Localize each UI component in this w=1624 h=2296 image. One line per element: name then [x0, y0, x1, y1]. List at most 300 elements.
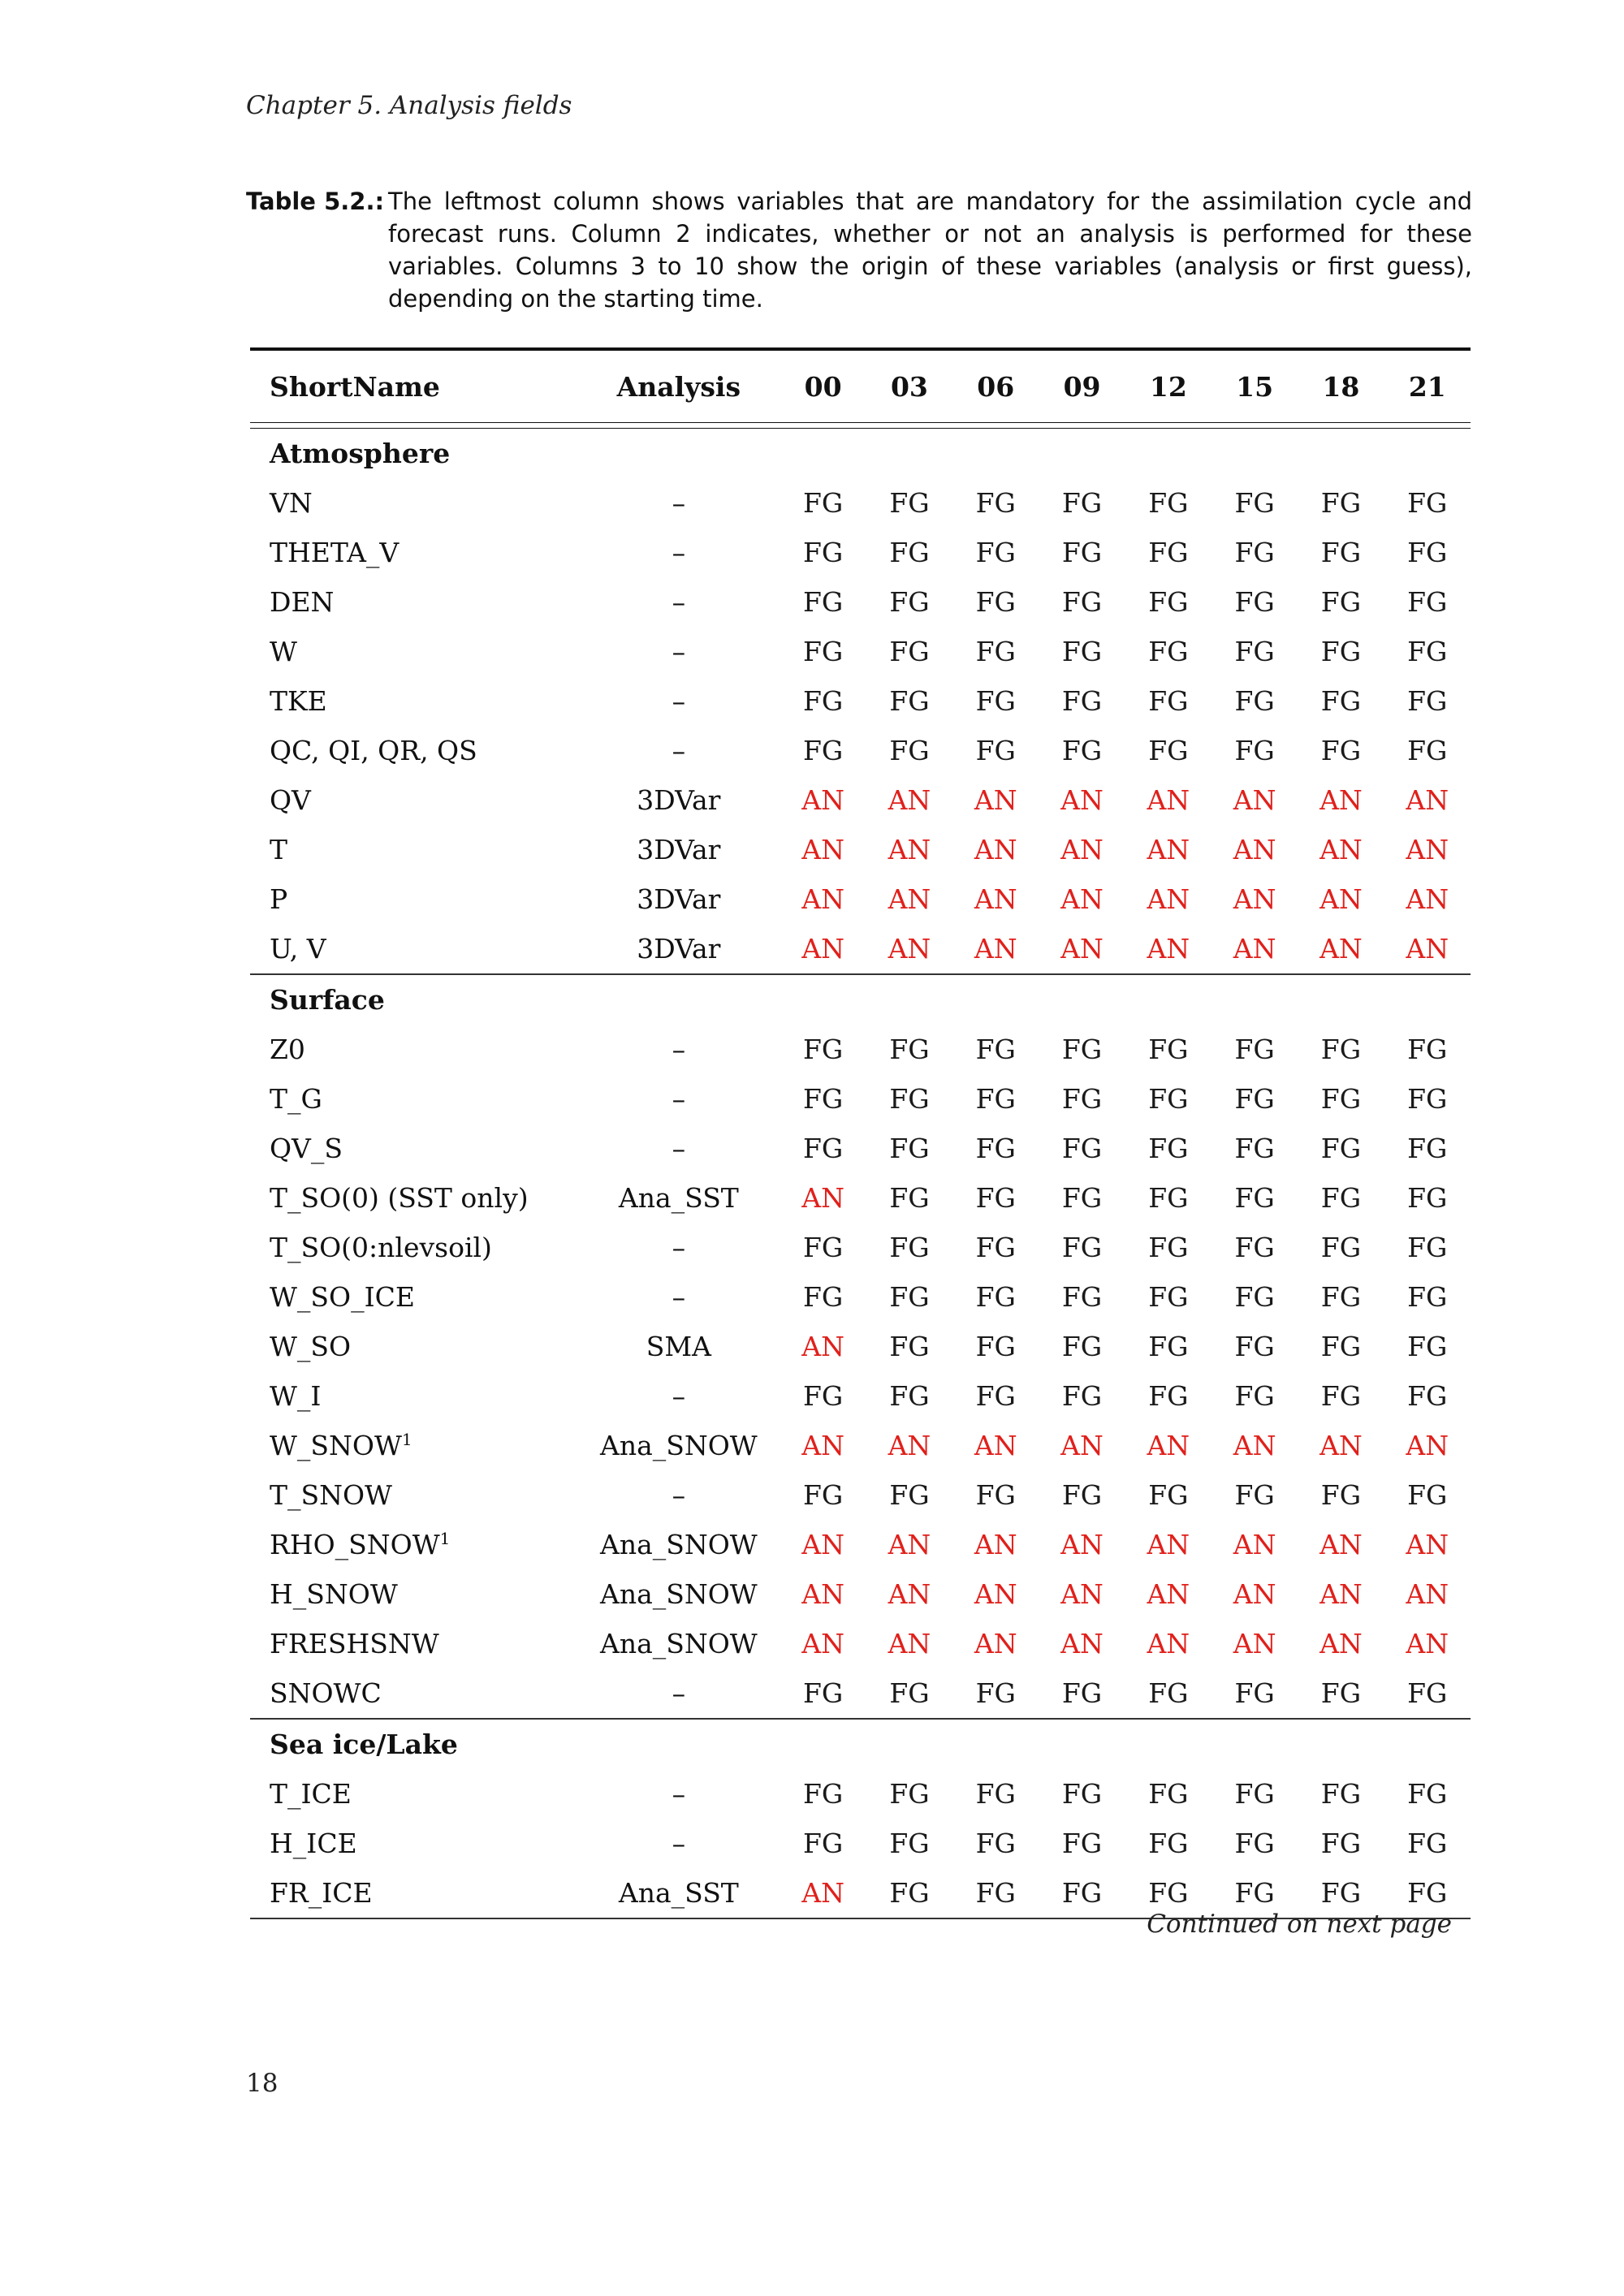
origin-cell: FG	[1039, 1668, 1125, 1719]
origin-cell: AN	[1212, 924, 1298, 974]
origin-cell: AN	[1060, 784, 1104, 816]
origin-cell: AN	[888, 1578, 931, 1610]
analysis-method: Ana_SNOW	[600, 1430, 758, 1461]
origin-cell: FG	[1234, 1034, 1275, 1065]
origin-cell: FG	[1407, 1232, 1448, 1263]
page-number: 18	[246, 2069, 279, 2098]
origin-cell: AN	[888, 1430, 931, 1461]
analysis-method: 3DVar	[577, 924, 780, 974]
variable-name	[250, 1769, 577, 1819]
origin-cell: FG	[1148, 685, 1189, 717]
origin-cell: AN	[974, 834, 1017, 865]
origin-cell: FG	[1407, 735, 1448, 766]
origin-cell: FG	[1061, 1331, 1103, 1362]
header-shortname: ShortName	[250, 349, 577, 423]
origin-cell: FG	[803, 1133, 844, 1164]
origin-cell: FG	[1148, 1331, 1189, 1362]
header-hour: 03	[866, 349, 952, 423]
origin-cell: AN	[1147, 1628, 1190, 1659]
origin-cell: AN	[1298, 924, 1384, 974]
origin-cell: FG	[1320, 1331, 1362, 1362]
origin-cell: FG	[1125, 1868, 1212, 1918]
origin-cell: AN	[1320, 1578, 1363, 1610]
origin-cell: FG	[1148, 1778, 1189, 1810]
origin-cell: FG	[889, 586, 930, 618]
origin-cell: FG	[1234, 1380, 1275, 1412]
origin-cell: FG	[1234, 1182, 1275, 1214]
origin-cell: FG	[803, 1281, 844, 1313]
origin-cell: FG	[1320, 1380, 1362, 1412]
origin-cell: FG	[1407, 1331, 1448, 1362]
origin-cell: FG	[1407, 1083, 1448, 1115]
origin-cell: FG	[803, 586, 844, 618]
origin-cell: FG	[866, 1668, 952, 1719]
table-row	[250, 924, 1471, 974]
variable-name	[250, 1569, 577, 1619]
variable-name-text: W_SO	[270, 1331, 352, 1362]
origin-cell: FG	[803, 1034, 844, 1065]
origin-cell: FG	[1148, 1083, 1189, 1115]
variable-name-text: W_I	[270, 1380, 322, 1412]
origin-cell: FG	[975, 1133, 1016, 1164]
variable-name	[250, 577, 577, 627]
analysis-method: –	[672, 1479, 686, 1511]
origin-cell: AN	[1406, 1529, 1449, 1560]
origin-cell: FG	[1407, 537, 1448, 568]
origin-cell: FG	[1212, 1668, 1298, 1719]
origin-cell: AN	[974, 1628, 1017, 1659]
variable-name-text: H_SNOW	[270, 1578, 398, 1610]
origin-cell: AN	[801, 883, 844, 915]
origin-cell: FG	[1061, 1778, 1103, 1810]
caption-text: The leftmost column shows variables that are mandatory for the assimilation cycle and forecast runs. Column 2 indicates, whether or not an analysis is performed for these variables. Columns 3 to 10 show the origin of these variables (analysis or first guess), depending on the starting time.	[388, 188, 1472, 313]
origin-cell: FG	[889, 636, 930, 667]
origin-cell: AN	[974, 883, 1017, 915]
table-row	[250, 528, 1471, 577]
origin-cell: FG	[1320, 1479, 1362, 1511]
origin-cell: AN	[1233, 883, 1276, 915]
origin-cell: AN	[780, 924, 866, 974]
origin-cell: FG	[1298, 1868, 1384, 1918]
origin-cell: FG	[1407, 1778, 1448, 1810]
origin-cell: AN	[1060, 1628, 1104, 1659]
variable-name-text: P	[270, 883, 288, 915]
origin-cell: AN	[888, 784, 931, 816]
variable-name-text: T_G	[270, 1083, 322, 1115]
analysis-method: –	[672, 1232, 686, 1263]
origin-cell: FG	[780, 1668, 866, 1719]
variable-name	[250, 1173, 577, 1223]
origin-cell: FG	[889, 537, 930, 568]
variable-name-text: W	[270, 636, 297, 667]
origin-cell: AN	[974, 1430, 1017, 1461]
variable-name	[250, 1819, 577, 1868]
origin-cell: FG	[975, 1182, 1016, 1214]
analysis-method: –	[672, 1083, 686, 1115]
origin-cell: FG	[975, 1034, 1016, 1065]
variable-name	[250, 1371, 577, 1421]
origin-cell: FG	[1407, 1034, 1448, 1065]
origin-cell: AN	[952, 924, 1039, 974]
origin-cell: FG	[975, 636, 1016, 667]
origin-cell: FG	[1148, 586, 1189, 618]
analysis-method: –	[672, 685, 686, 717]
origin-cell: AN	[888, 1628, 931, 1659]
origin-cell: FG	[1320, 1232, 1362, 1263]
variable-name	[250, 478, 577, 528]
origin-cell: FG	[1148, 1479, 1189, 1511]
analysis-method: –	[672, 636, 686, 667]
origin-cell: FG	[1234, 1232, 1275, 1263]
origin-cell: FG	[1061, 1828, 1103, 1859]
analysis-fields-table	[250, 347, 1471, 1919]
origin-cell: FG	[889, 1380, 930, 1412]
origin-cell: AN	[1233, 1578, 1276, 1610]
origin-cell: FG	[1298, 1668, 1384, 1719]
origin-cell: FG	[1234, 735, 1275, 766]
header-hour: 18	[1298, 349, 1384, 423]
origin-cell: AN	[1147, 784, 1190, 816]
origin-cell: FG	[975, 586, 1016, 618]
origin-cell: FG	[952, 1868, 1039, 1918]
variable-name-text: RHO_SNOW	[270, 1529, 440, 1560]
origin-cell: FG	[1212, 1868, 1298, 1918]
origin-cell: FG	[889, 1083, 930, 1115]
origin-cell: FG	[1148, 1182, 1189, 1214]
origin-cell: FG	[803, 735, 844, 766]
origin-cell: FG	[1320, 1133, 1362, 1164]
analysis-method: –	[672, 1380, 686, 1412]
origin-cell: FG	[1061, 586, 1103, 618]
variable-name-text: T	[270, 834, 288, 865]
table-row	[250, 676, 1471, 726]
table-row	[250, 478, 1471, 528]
analysis-method: 3DVar	[637, 834, 721, 865]
origin-cell: FG	[866, 1868, 952, 1918]
caption-label: Table 5.2.:	[246, 188, 385, 215]
variable-name	[250, 1223, 577, 1272]
analysis-method: –	[672, 1828, 686, 1859]
origin-cell: FG	[1320, 685, 1362, 717]
origin-cell: FG	[889, 685, 930, 717]
origin-cell: FG	[1320, 1083, 1362, 1115]
table-row	[250, 874, 1471, 924]
analysis-method: Ana_SNOW	[600, 1628, 758, 1659]
origin-cell: AN	[1147, 1529, 1190, 1560]
origin-cell: FG	[1148, 1281, 1189, 1313]
analysis-method: SMA	[646, 1331, 711, 1362]
origin-cell: FG	[1039, 1868, 1125, 1918]
header-analysis: Analysis	[577, 349, 780, 423]
variable-name-text: Z0	[270, 1034, 305, 1065]
origin-cell: FG	[1148, 636, 1189, 667]
origin-cell: AN	[1320, 834, 1363, 865]
origin-cell: AN	[1320, 784, 1363, 816]
origin-cell: AN	[1406, 1430, 1449, 1461]
origin-cell: FG	[1148, 1232, 1189, 1263]
origin-cell: FG	[1407, 1479, 1448, 1511]
origin-cell: AN	[801, 784, 844, 816]
table-row	[250, 577, 1471, 627]
analysis-method: –	[672, 487, 686, 519]
section-title: Sea ice/Lake	[270, 1728, 458, 1760]
analysis-method: 3DVar	[637, 784, 721, 816]
variable-name	[250, 528, 577, 577]
table-row	[250, 1769, 1471, 1819]
table-row	[250, 1819, 1471, 1868]
origin-cell: AN	[974, 1578, 1017, 1610]
origin-cell: FG	[1407, 1828, 1448, 1859]
table-caption	[246, 185, 1472, 315]
origin-cell: FG	[889, 1034, 930, 1065]
section-title: Surface	[270, 984, 385, 1016]
origin-cell: AN	[888, 883, 931, 915]
origin-cell: AN	[866, 924, 952, 974]
table-body	[250, 429, 1471, 1919]
variable-name-text: FRESHSNW	[270, 1628, 439, 1659]
header-hour: 06	[952, 349, 1039, 423]
section-title: Atmosphere	[270, 438, 451, 469]
origin-cell: FG	[1061, 1083, 1103, 1115]
origin-cell: FG	[803, 636, 844, 667]
origin-cell: AN	[1384, 924, 1471, 974]
variable-name	[250, 924, 577, 974]
origin-cell: FG	[1061, 487, 1103, 519]
table-row	[250, 1322, 1471, 1371]
table-row	[250, 1025, 1471, 1074]
origin-cell: FG	[1407, 586, 1448, 618]
origin-cell: AN	[1060, 1430, 1104, 1461]
origin-cell: FG	[1384, 1868, 1471, 1918]
origin-cell: FG	[1320, 1828, 1362, 1859]
origin-cell: AN	[1233, 784, 1276, 816]
footnote-marker: 1	[439, 1529, 451, 1548]
analysis-method: –	[672, 1281, 686, 1313]
variable-name-text: W_SNOW	[270, 1430, 402, 1461]
origin-cell: AN	[780, 1868, 866, 1918]
variable-name-text: T_SO(0) (SST only)	[270, 1182, 529, 1214]
origin-cell: AN	[1233, 1430, 1276, 1461]
origin-cell: FG	[1061, 1232, 1103, 1263]
origin-cell: FG	[1407, 487, 1448, 519]
origin-cell: AN	[1060, 883, 1104, 915]
origin-cell: AN	[1406, 883, 1449, 915]
origin-cell: FG	[975, 1331, 1016, 1362]
origin-cell: AN	[1147, 1430, 1190, 1461]
origin-cell: AN	[1320, 1430, 1363, 1461]
origin-cell: FG	[1061, 1479, 1103, 1511]
analysis-method: Ana_SST	[577, 1868, 780, 1918]
origin-cell: FG	[803, 1380, 844, 1412]
analysis-method: Ana_SNOW	[600, 1529, 758, 1560]
origin-cell: AN	[974, 1529, 1017, 1560]
footnote-marker: 1	[401, 1430, 412, 1449]
section-row	[250, 1719, 1471, 1769]
origin-cell: FG	[1320, 1281, 1362, 1313]
origin-cell: AN	[1125, 924, 1212, 974]
continued-note: Continued on next page	[1147, 1910, 1452, 1939]
origin-cell: AN	[1406, 834, 1449, 865]
table-row	[250, 1470, 1471, 1520]
table-row	[250, 775, 1471, 825]
origin-cell: FG	[1234, 586, 1275, 618]
origin-cell: FG	[975, 1380, 1016, 1412]
origin-cell: AN	[1233, 1628, 1276, 1659]
header-hour: 21	[1384, 349, 1471, 423]
variable-name	[250, 627, 577, 676]
origin-cell: FG	[975, 487, 1016, 519]
table-row	[250, 1569, 1471, 1619]
origin-cell: FG	[803, 685, 844, 717]
origin-cell: FG	[1320, 1182, 1362, 1214]
variable-name	[250, 825, 577, 874]
origin-cell: AN	[974, 784, 1017, 816]
origin-cell: FG	[803, 1232, 844, 1263]
origin-cell: FG	[1148, 487, 1189, 519]
variable-name-text: THETA_V	[270, 537, 400, 568]
origin-cell: FG	[1407, 685, 1448, 717]
variable-name	[250, 1421, 577, 1470]
variable-name	[250, 1322, 577, 1371]
origin-cell: FG	[1407, 1281, 1448, 1313]
origin-cell: AN	[801, 1430, 844, 1461]
table-row	[250, 1124, 1471, 1173]
origin-cell: AN	[801, 834, 844, 865]
section-row	[250, 974, 1471, 1025]
analysis-method: –	[672, 586, 686, 618]
variable-name-text: QV_S	[270, 1133, 343, 1164]
variable-name	[250, 1619, 577, 1668]
origin-cell: FG	[803, 487, 844, 519]
origin-cell: AN	[1406, 1578, 1449, 1610]
variable-name-text: H_ICE	[270, 1828, 357, 1859]
variable-name	[250, 676, 577, 726]
origin-cell: FG	[889, 1828, 930, 1859]
table-row	[250, 1619, 1471, 1668]
origin-cell: FG	[975, 537, 1016, 568]
variable-name	[250, 1668, 577, 1719]
origin-cell: FG	[889, 735, 930, 766]
origin-cell: AN	[801, 1628, 844, 1659]
origin-cell: FG	[889, 487, 930, 519]
origin-cell: FG	[803, 537, 844, 568]
origin-cell: FG	[975, 1083, 1016, 1115]
origin-cell: FG	[1234, 636, 1275, 667]
origin-cell: FG	[1320, 636, 1362, 667]
table-row	[250, 1173, 1471, 1223]
origin-cell: FG	[1061, 636, 1103, 667]
variable-name-text: TKE	[270, 685, 327, 717]
origin-cell: AN	[1406, 784, 1449, 816]
variable-name-text: T_SO(0:nlevsoil)	[270, 1232, 492, 1263]
origin-cell: FG	[1148, 537, 1189, 568]
variable-name-text: T_ICE	[270, 1778, 352, 1810]
origin-cell: AN	[1320, 1628, 1363, 1659]
table-header-row	[250, 349, 1471, 423]
table-row	[250, 1371, 1471, 1421]
origin-cell: AN	[1147, 1578, 1190, 1610]
analysis-method: –	[672, 1778, 686, 1810]
variable-name-text: SNOWC	[270, 1677, 382, 1709]
table-row	[250, 627, 1471, 676]
variable-name-text: DEN	[270, 586, 335, 618]
origin-cell: FG	[1061, 1281, 1103, 1313]
origin-cell: FG	[889, 1182, 930, 1214]
section-row	[250, 429, 1471, 479]
origin-cell: FG	[975, 1281, 1016, 1313]
origin-cell: FG	[1061, 537, 1103, 568]
origin-cell: AN	[1233, 1529, 1276, 1560]
variable-name	[250, 1868, 577, 1918]
origin-cell: AN	[1406, 1628, 1449, 1659]
variable-name-text: FR_ICE	[270, 1877, 373, 1909]
analysis-method: –	[672, 1133, 686, 1164]
origin-cell: FG	[1061, 1034, 1103, 1065]
header-hour: 00	[780, 349, 866, 423]
origin-cell: FG	[1125, 1668, 1212, 1719]
variable-name-text: QC, QI, QR, QS	[270, 735, 477, 766]
origin-cell: AN	[1147, 834, 1190, 865]
variable-name	[250, 1074, 577, 1124]
origin-cell: FG	[1148, 1380, 1189, 1412]
origin-cell: AN	[801, 1182, 844, 1214]
origin-cell: AN	[1320, 1529, 1363, 1560]
origin-cell: FG	[975, 1479, 1016, 1511]
origin-cell: AN	[801, 1331, 844, 1362]
variable-name-text: U, V	[270, 933, 326, 965]
origin-cell: AN	[888, 1529, 931, 1560]
analysis-method: –	[672, 537, 686, 568]
origin-cell: FG	[1061, 1182, 1103, 1214]
origin-cell: FG	[1320, 1778, 1362, 1810]
origin-cell: FG	[975, 1828, 1016, 1859]
origin-cell: FG	[975, 685, 1016, 717]
origin-cell: AN	[1060, 834, 1104, 865]
origin-cell: FG	[1061, 1133, 1103, 1164]
origin-cell: FG	[889, 1331, 930, 1362]
variable-name-text: QV	[270, 784, 311, 816]
analysis-method: Ana_SST	[618, 1182, 739, 1214]
origin-cell: FG	[975, 1232, 1016, 1263]
origin-cell: FG	[1234, 487, 1275, 519]
variable-name	[250, 1124, 577, 1173]
variable-name	[250, 874, 577, 924]
origin-cell: FG	[1320, 1034, 1362, 1065]
origin-cell: FG	[1148, 735, 1189, 766]
variable-name-text: VN	[270, 487, 313, 519]
table-row	[250, 1074, 1471, 1124]
table-row	[250, 1520, 1471, 1569]
origin-cell: FG	[803, 1828, 844, 1859]
origin-cell: FG	[889, 1133, 930, 1164]
origin-cell: AN	[1039, 924, 1125, 974]
origin-cell: AN	[801, 1529, 844, 1560]
origin-cell: FG	[1148, 1034, 1189, 1065]
origin-cell: FG	[1407, 1133, 1448, 1164]
analysis-method: Ana_SNOW	[600, 1578, 758, 1610]
origin-cell: FG	[1407, 1182, 1448, 1214]
origin-cell: FG	[1234, 1828, 1275, 1859]
variable-name	[250, 775, 577, 825]
origin-cell: FG	[1234, 685, 1275, 717]
header-double-rule	[250, 423, 1471, 429]
origin-cell: FG	[1384, 1668, 1471, 1719]
origin-cell: FG	[1148, 1828, 1189, 1859]
table-row	[250, 825, 1471, 874]
origin-cell: FG	[1234, 1331, 1275, 1362]
origin-cell: AN	[1147, 883, 1190, 915]
table-row	[250, 1272, 1471, 1322]
